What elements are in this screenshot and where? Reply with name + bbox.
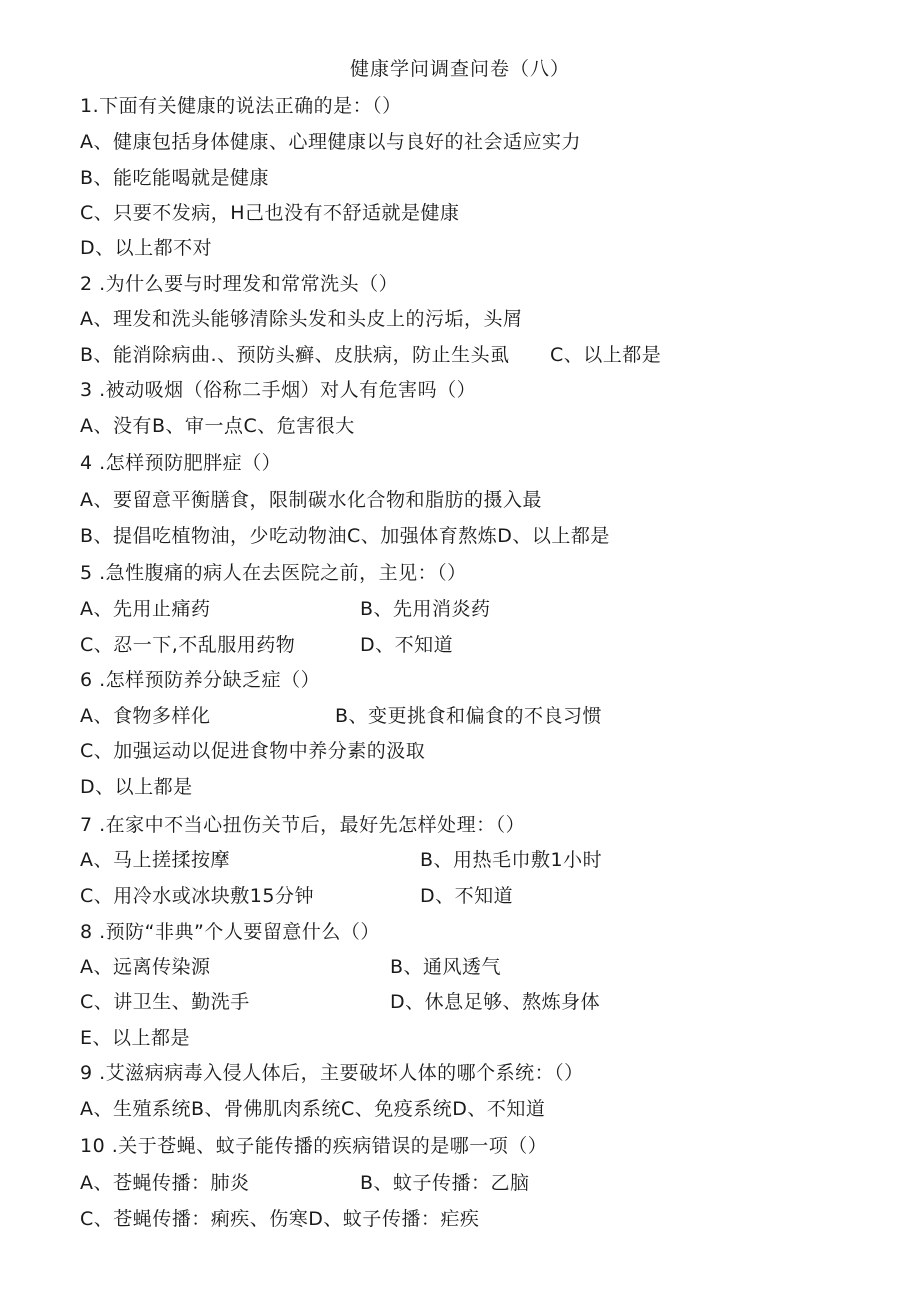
line-text: E、以上都是 bbox=[80, 1027, 191, 1049]
line-text: A、远离传染源 bbox=[80, 956, 211, 978]
line-text: A、食物多样化 bbox=[80, 705, 211, 727]
line-text: 10 .关于苍蝇、蚊子能传播的疾病错误的是哪一项（） bbox=[80, 1135, 548, 1157]
line-text: A、先用止痛药 bbox=[80, 598, 211, 620]
line-text: C、加强运动以促进食物中养分素的汲取 bbox=[80, 740, 426, 762]
line-text: 9 .艾滋病病毒入侵人体后，主要破坏人体的哪个系统：（） bbox=[80, 1062, 584, 1084]
line-text: B、能消除病曲.、预防头癣、皮肤病，防止生头虱 bbox=[80, 344, 510, 366]
line-text: D、以上都是 bbox=[80, 776, 193, 798]
option-text: B、先用消炎药 bbox=[360, 598, 491, 620]
line-text: C、用冷水或冰块敷15分钟 bbox=[80, 885, 314, 907]
line-text: A、理发和洗头能够清除头发和头皮上的污垢，头屑 bbox=[80, 308, 523, 330]
line-text: C、讲卫生、勤洗手 bbox=[80, 991, 250, 1013]
line-text: A、没有B、审一点C、危害很大 bbox=[80, 415, 355, 437]
option-text: B、蚊子传播：乙脑 bbox=[360, 1172, 530, 1194]
line-text: B、能吃能喝就是健康 bbox=[80, 167, 270, 189]
option-text: B、通风透气 bbox=[390, 956, 502, 978]
line-text: C、忍一下,不乱服用药物 bbox=[80, 634, 296, 656]
line-text: 6 .怎样预防养分缺乏症（） bbox=[80, 669, 321, 691]
line-text: D、以上都不对 bbox=[80, 237, 213, 259]
option-text: D、不知道 bbox=[360, 634, 454, 656]
line-text: 8 .预防“非典”个人要留意什么（） bbox=[80, 921, 380, 943]
line-text: A、生殖系统B、骨佛肌肉系统C、免疫系统D、不知道 bbox=[80, 1098, 546, 1120]
line-text: 1.下面有关健康的说法正确的是：（） bbox=[80, 95, 402, 117]
option-text: B、变更挑食和偏食的不良习惯 bbox=[335, 705, 603, 727]
option-text: B、用热毛巾敷1小时 bbox=[420, 849, 603, 871]
option-text: C、以上都是 bbox=[550, 344, 662, 366]
line-text: C、苍蝇传播：痢疾、伤寒D、蚊子传播：疟疾 bbox=[80, 1208, 480, 1230]
line-text: A、健康包括身体健康、心理健康以与良好的社会适应实力 bbox=[80, 131, 581, 153]
line-text: 3 .被动吸烟（俗称二手烟）对人有危害吗（） bbox=[80, 379, 477, 401]
line-text: B、提倡吃植物油，少吃动物油C、加强体育熬炼D、以上都是 bbox=[80, 525, 610, 547]
option-text: D、休息足够、熬炼身体 bbox=[390, 991, 601, 1013]
line-text: A、马上搓揉按摩 bbox=[80, 849, 230, 871]
option-text: D、不知道 bbox=[420, 885, 514, 907]
line-text: 7 .在家中不当心扭伤关节后，最好先怎样处理：（） bbox=[80, 814, 526, 836]
line-text: A、要留意平衡膳食，限制碳水化合物和脂肪的摄入最 bbox=[80, 489, 542, 511]
line-text: C、只要不发病，H己也没有不舒适就是健康 bbox=[80, 202, 460, 224]
line-text: 5 .急性腹痛的病人在去医院之前，主见：（） bbox=[80, 562, 467, 584]
document-title: 健康学问调查问卷（八） bbox=[349, 58, 570, 80]
line-text: 4 .怎样预防肥胖症（） bbox=[80, 452, 282, 474]
line-text: 2 .为什么要与时理发和常常洗头（） bbox=[80, 273, 399, 295]
line-text: A、苍蝇传播：肺炎 bbox=[80, 1172, 250, 1194]
